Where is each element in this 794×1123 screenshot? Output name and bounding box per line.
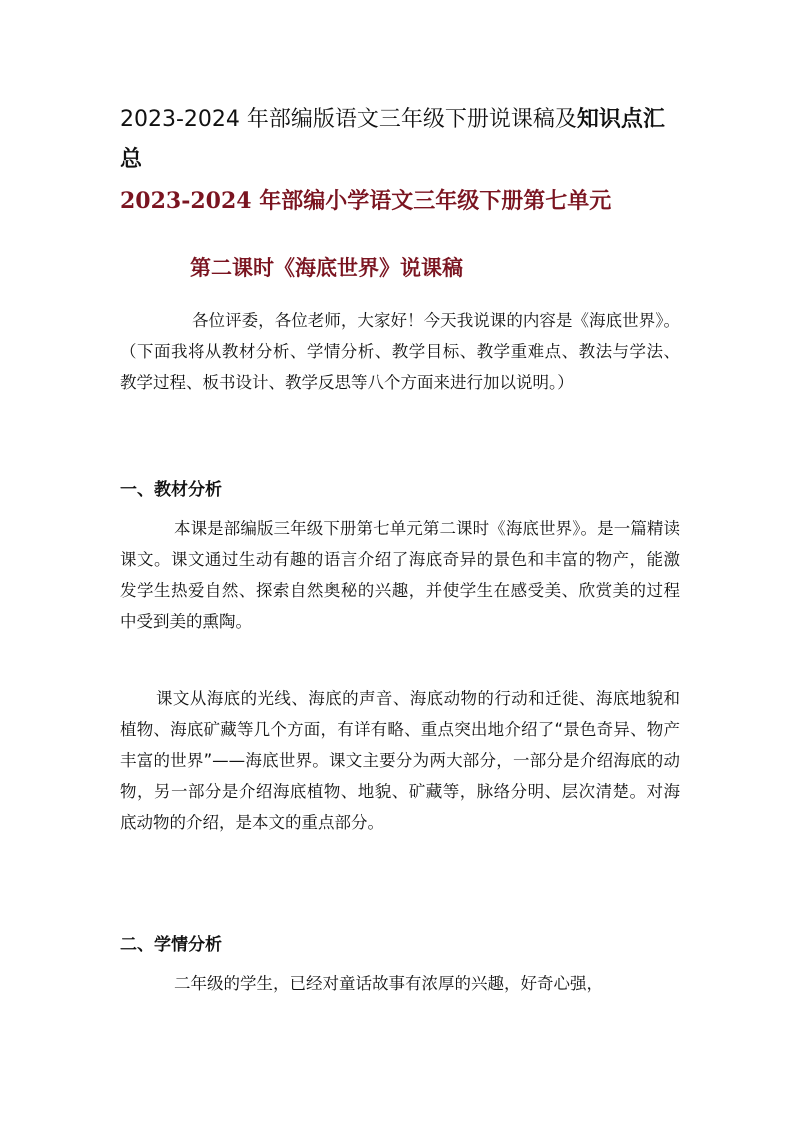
intro-paragraph: 各位评委，各位老师，大家好！今天我说课的内容是《海底世界》。（下面我将从教材分析、学情分析、教学目标、教学重难点、教法与学法、教学过程、板书设计、教学反思等八个方面来进行加以说明。） [120,311,680,392]
textbook-analysis-paragraph-2: 课文从海底的光线、海底的声音、海底动物的行动和迁徙、海底地貌和植物、海底矿藏等几个方面，有详有略、重点突出地介绍了“景色奇异、物产丰富的世界”——海底世界。课文主要分为两大部分，一部分是介绍海底的动物，另一部分是介绍海底植物、地貌、矿藏等，脉络分明、层次清楚。对海底动物的介绍，是本文的重点部分。 [120,689,680,832]
learner-analysis-paragraph-1: 二年级的学生，已经对童话故事有浓厚的兴趣，好奇心强， [174,974,603,993]
textbook-analysis-paragraph-1: 本课是部编版三年级下册第七单元第二课时《海底世界》。是一篇精读课文。课文通过生动有趣的语言介绍了海底奇异的景色和丰富的物产，能激发学生热爱自然、探索自然奥秘的兴趣，并使学生在感受美、欣赏美的过程中受到美的熏陶。 [120,519,680,631]
lesson-title: 第二课时《海底世界》说课稿 [190,256,463,280]
document-title-part1: 2023-2024 年部编版语文三年级下册说课稿及 [120,107,577,132]
document-title-part2: 知识点汇总 [120,107,665,172]
unit-title: 2023-2024 年部编小学语文三年级下册第七单元 [120,188,612,214]
section-heading-learner-analysis: 二、学情分析 [120,935,222,955]
section-heading-textbook-analysis: 一、教材分析 [120,480,222,500]
document-title [120,100,680,180]
